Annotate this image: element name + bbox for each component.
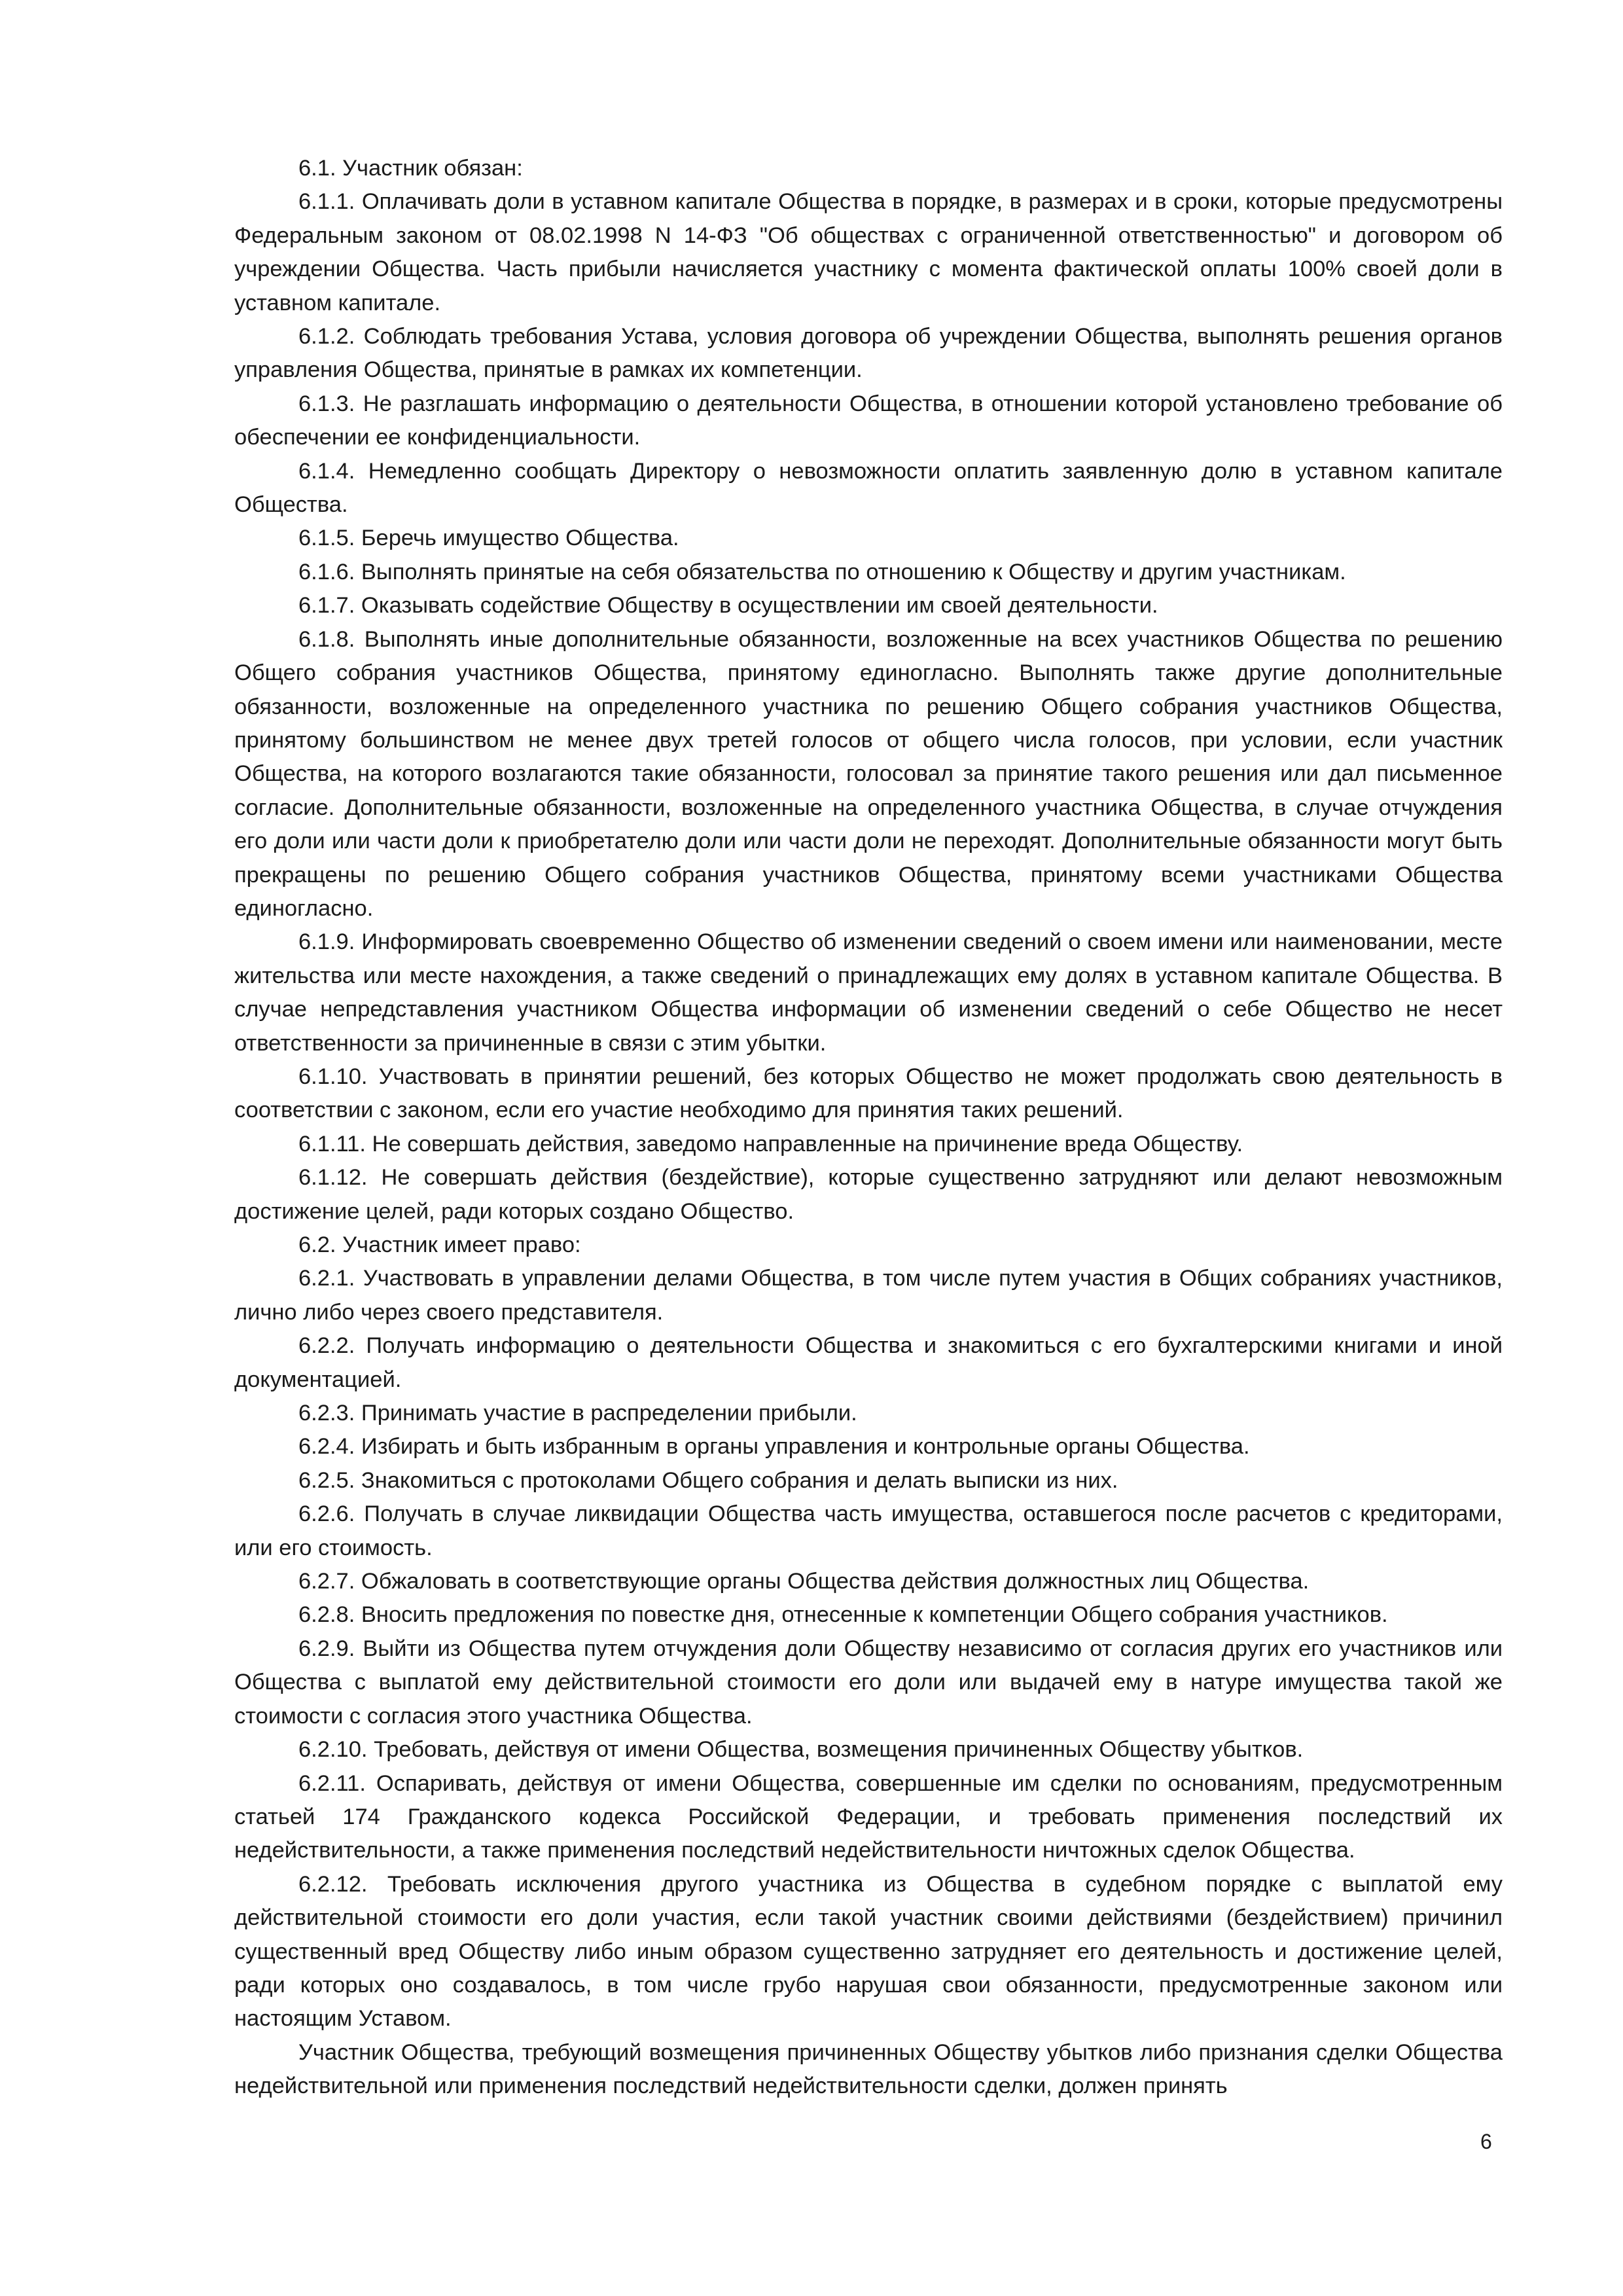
paragraph-6-2-8: 6.2.8. Вносить предложения по повестке дня, отнесенные к компетенции Общего собрания участников. [298, 1602, 1388, 1628]
paragraph-closing: Участник Общества, требующий возмещения причиненных Обществу убытков либо признания сделки Общества недействительной или применения последствий недействительности сделки, должен принять [234, 2039, 1503, 2099]
paragraph-6-2-10: 6.2.10. Требовать, действуя от имени Общества, возмещения причиненных Обществу убытков. [298, 1737, 1304, 1763]
paragraph-6-1-6: 6.1.6. Выполнять принятые на себя обязательства по отношению к Обществу и другим участникам. [298, 559, 1346, 584]
paragraph-6-2-4: 6.2.4. Избирать и быть избранным в органы управления и контрольные органы Общества. [298, 1434, 1250, 1460]
paragraph-6-2-6: 6.2.6. Получать в случае ликвидации Общества часть имущества, оставшегося после расчетов с кредиторами, или его стоимость. [234, 1501, 1503, 1560]
paragraph-6-1-7: 6.1.7. Оказывать содействие Обществу в осуществлении им своей деятельности. [298, 593, 1158, 619]
paragraph-6-2-2: 6.2.2. Получать информацию о деятельности Общества и знакомиться с его бухгалтерскими книгами и иной документацией. [234, 1333, 1503, 1392]
paragraph-6-1-8: 6.1.8. Выполнять иные дополнительные обязанности, возложенные на всех участников Общества по решению Общего собрания участников Общества, принятому единогласно. Выполнять также другие дополнительные обязанности, возложенные на определенного участника по решению Общего собрания участников Общества, принятому большинством не менее двух третей голосов от общего числа голосов, при условии, если участник Общества, на которого возлагаются такие обязанности, голосовал за принятие такого решения или дал письменное согласие. Дополнительные обязанности, возложенные на определенного участника Общества, в случае отчуждения его доли или части доли к приобретателю доли или части доли не переходят. Дополнительные обязанности могут быть прекращены по решению Общего собрания участников Общества, принятому всеми участниками Общества единогласно. [234, 626, 1503, 921]
paragraph-6-1-11: 6.1.11. Не совершать действия, заведомо направленные на причинение вреда Обществу. [298, 1131, 1243, 1157]
paragraph-6-1: 6.1. Участник обязан: [298, 156, 523, 181]
paragraph-6-2-3: 6.2.3. Принимать участие в распределении прибыли. [298, 1401, 857, 1426]
paragraph-6-1-12: 6.1.12. Не совершать действия (бездействие), которые существенно затрудняют или делают невозможным достижение целей, ради которых создано Общество. [234, 1165, 1503, 1224]
paragraph-6-2-5: 6.2.5. Знакомиться с протоколами Общего собрания и делать выписки из них. [298, 1467, 1118, 1493]
paragraph-6-1-2: 6.1.2. Соблюдать требования Устава, условия договора об учреждении Общества, выполнять решения органов управления Общества, принятые в рамках их компетенции. [234, 324, 1503, 383]
paragraph-6-2-11: 6.2.11. Оспаривать, действуя от имени Общества, совершенные им сделки по основаниям, предусмотренным статьей 174 Гражданского кодекса Российской Федерации, и требовать применения последствий их недействительности, а также применения последствий недействительности ничтожных сделок Общества. [234, 1770, 1503, 1863]
paragraph-6-2-7: 6.2.7. Обжаловать в соответствующие органы Общества действия должностных лиц Общества. [298, 1569, 1310, 1594]
paragraph-6-1-9: 6.1.9. Информировать своевременно Общество об изменении сведений о своем имени или наименовании, месте жительства или месте нахождения, а также сведений о принадлежащих ему долях в уставном капитале Общества. В случае непредставления участником Общества информации об изменении сведений о себе Общество не несет ответственности за причиненные в связи с этим убытки. [234, 929, 1503, 1056]
paragraph-6-1-1: 6.1.1. Оплачивать доли в уставном капитале Общества в порядке, в размерах и в сроки, которые предусмотрены Федеральным законом от 08.02.1998 N 14-ФЗ "Об обществах с ограниченной ответственностью" и договором об учреждении Общества. Часть прибыли начисляется участнику с момента фактической оплаты 100% своей доли в уставном капитале. [234, 189, 1503, 315]
paragraph-6-1-10: 6.1.10. Участвовать в принятии решений, без которых Общество не может продолжать свою деятельность в соответствии с законом, если его участие необходимо для принятия таких решений. [234, 1064, 1503, 1123]
paragraph-6-2-12: 6.2.12. Требовать исключения другого участника из Общества в судебном порядке с выплатой ему действительной стоимости его доли участия, если такой участник своими действиями (бездействием) причинил существенный вред Обществу либо иным образом существенно затрудняет его деятельность и достижение целей, ради которых оно создавалось, в том числе грубо нарушая свои обязанности, предусмотренные законом или настоящим Уставом. [234, 1871, 1503, 2032]
page-number: 6 [1480, 2130, 1492, 2153]
document-body [234, 152, 1503, 2104]
paragraph-6-1-5: 6.1.5. Беречь имущество Общества. [298, 526, 679, 551]
paragraph-6-1-3: 6.1.3. Не разглашать информацию о деятельности Общества, в отношении которой установлено требование об обеспечении ее конфиденциальности. [234, 391, 1503, 450]
paragraph-6-2-9: 6.2.9. Выйти из Общества путем отчуждения доли Обществу независимо от согласия других его участников или Общества с выплатой ему действительной стоимости его доли или выдачей ему в натуре имущества такой же стоимости с согласия этого участника Общества. [234, 1636, 1503, 1729]
paragraph-6-2-1: 6.2.1. Участвовать в управлении делами Общества, в том числе путем участия в Общих собраниях участников, лично либо через своего представителя. [234, 1266, 1503, 1325]
paragraph-6-2: 6.2. Участник имеет право: [298, 1232, 581, 1257]
paragraph-6-1-4: 6.1.4. Немедленно сообщать Директору о невозможности оплатить заявленную долю в уставном капитале Общества. [234, 458, 1503, 518]
